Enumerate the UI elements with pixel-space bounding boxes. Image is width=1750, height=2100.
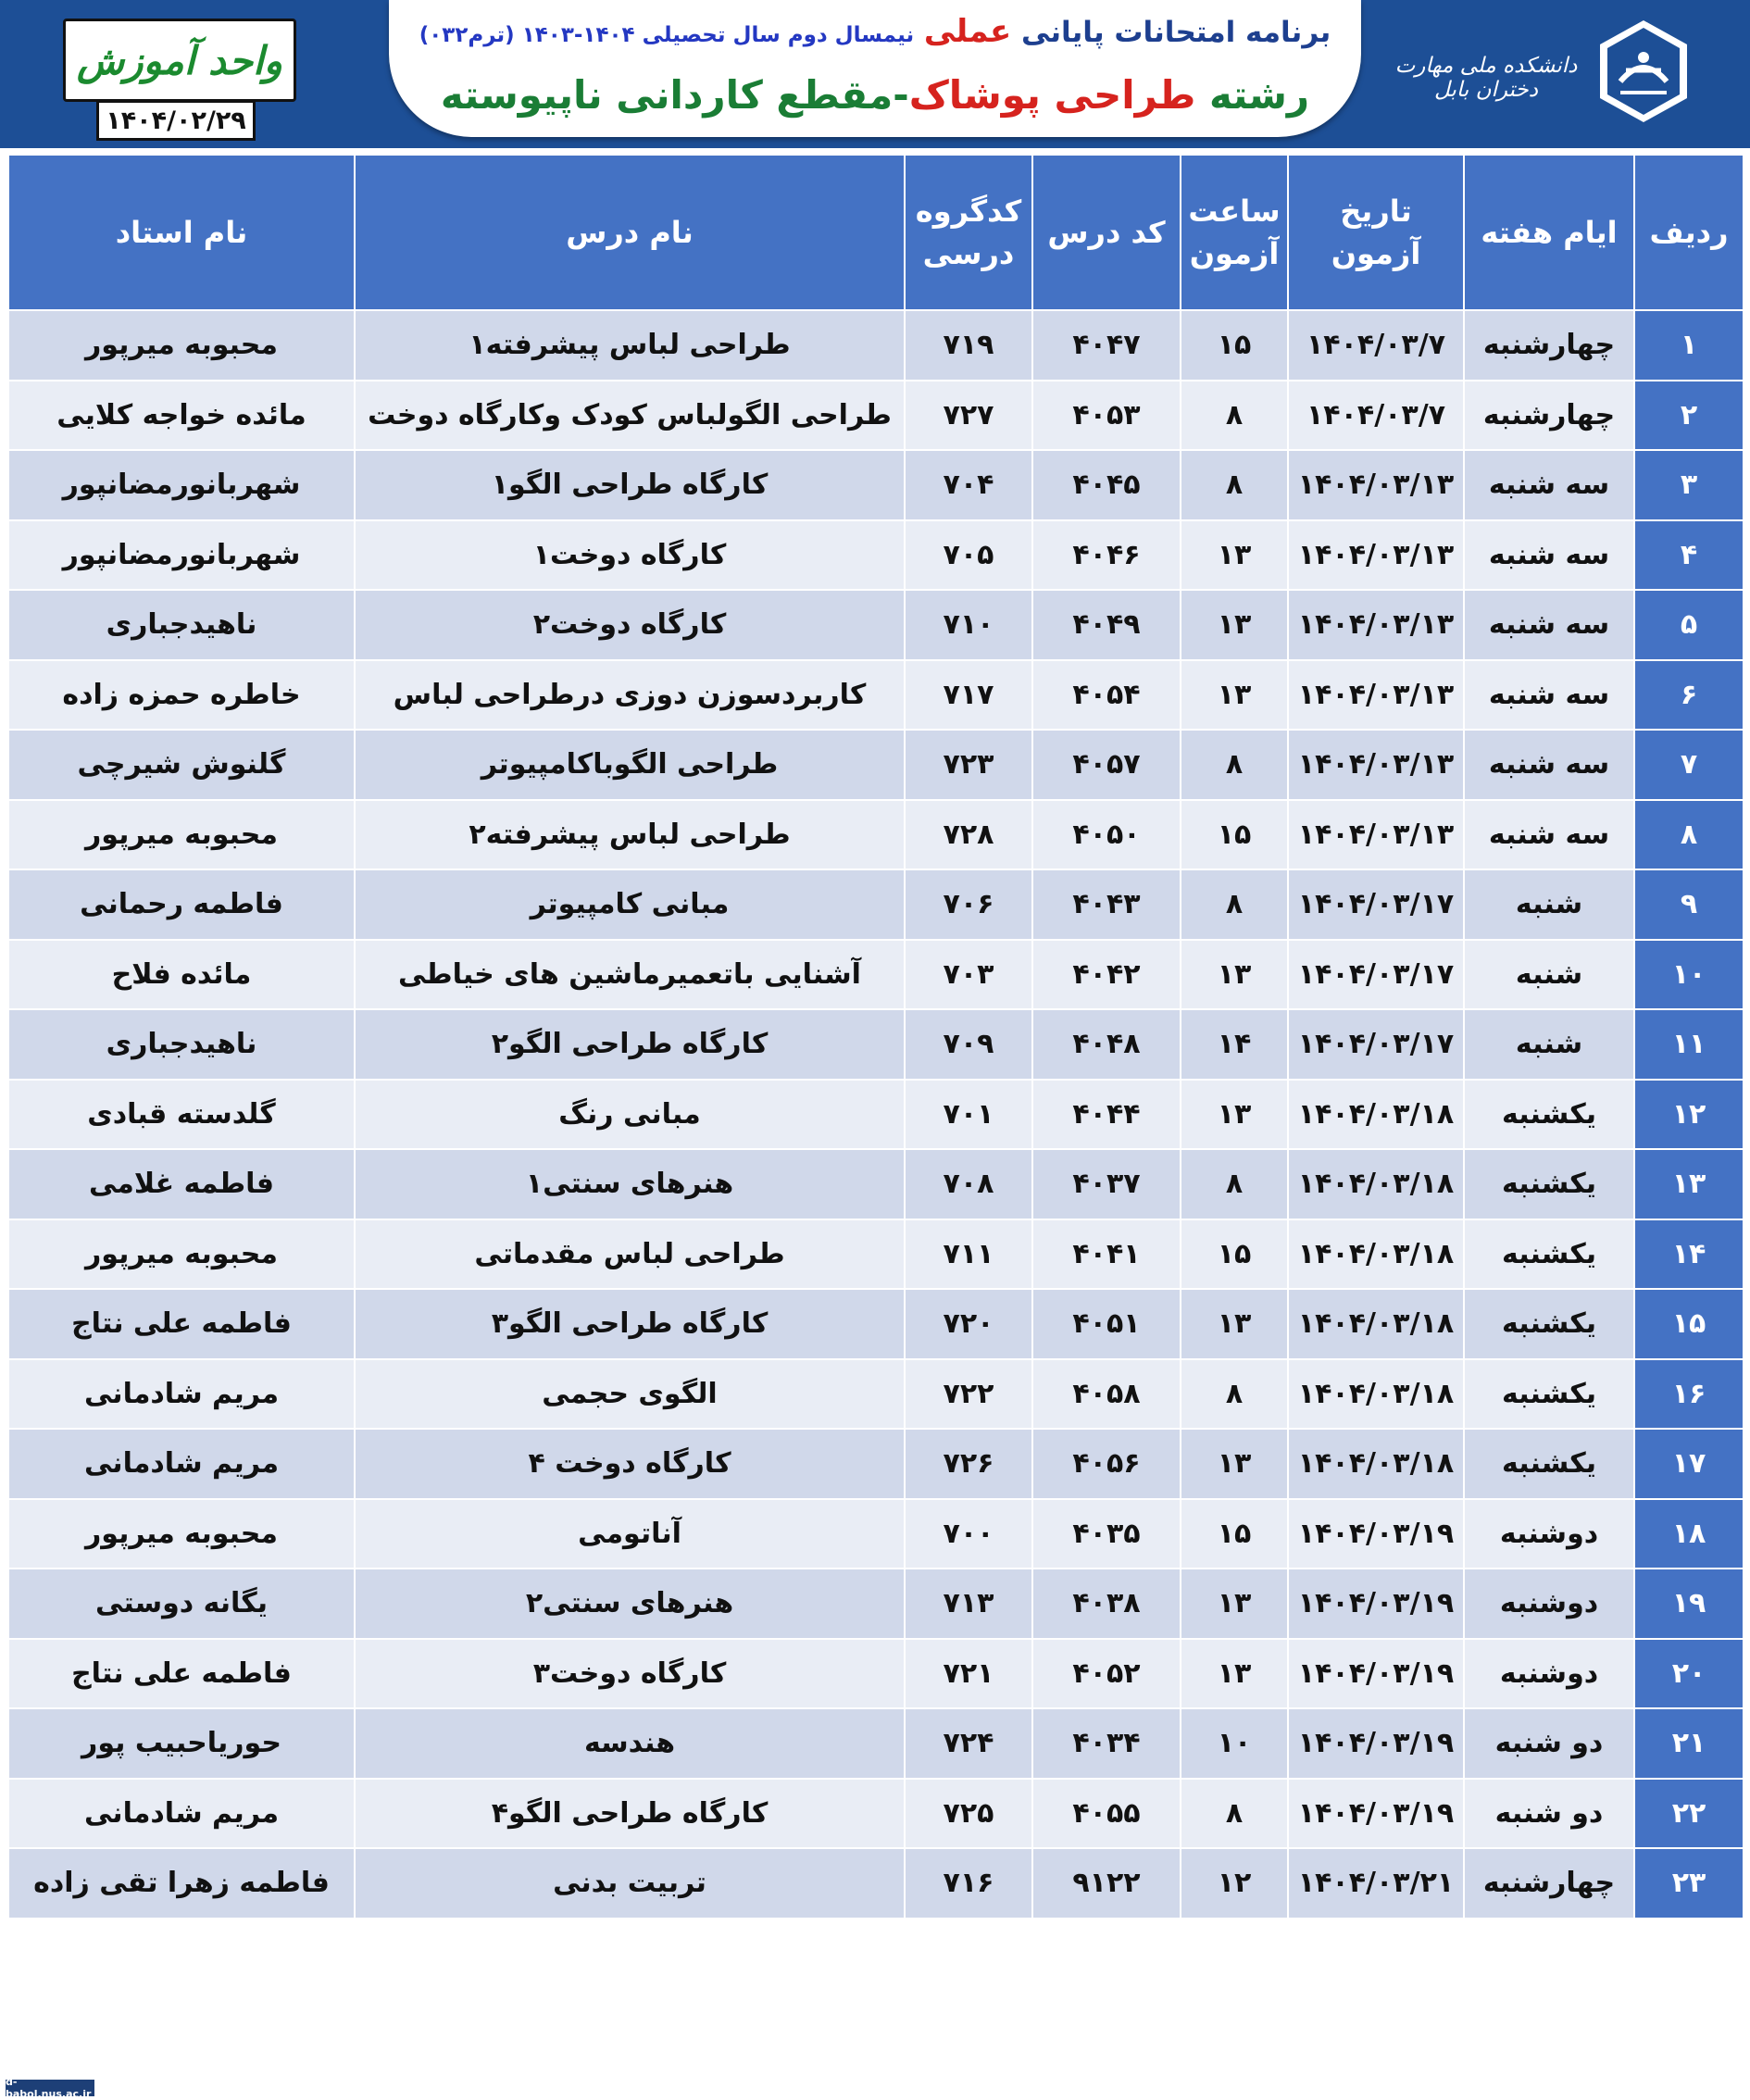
cell-course-code: ۴۰۴۵ xyxy=(1032,450,1181,520)
cell-course-name: تربیت بدنی xyxy=(355,1848,905,1919)
cell-course-name: طراحی لباس پیشرفته۱ xyxy=(355,310,905,381)
cell-row-number: ۱۵ xyxy=(1634,1289,1744,1359)
table-body xyxy=(8,310,1744,1919)
cell-course-code: ۴۰۵۵ xyxy=(1032,1779,1181,1849)
cell-weekday: یکشنبه xyxy=(1464,1429,1634,1499)
cell-exam-hour: ۱۳ xyxy=(1181,660,1288,731)
cell-instructor-name: ناهیدجباری xyxy=(8,590,355,660)
cell-course-code: ۴۰۳۸ xyxy=(1032,1569,1181,1639)
table-row xyxy=(8,590,1744,660)
cell-course-name: آشنایی باتعمیرماشین های خیاطی xyxy=(355,940,905,1010)
cell-instructor-name: فاطمه علی نتاج xyxy=(8,1289,355,1359)
cell-row-number: ۲ xyxy=(1634,381,1744,451)
cell-exam-hour: ۱۴ xyxy=(1181,1009,1288,1080)
cell-course-name: طراحی لباس پیشرفته۲ xyxy=(355,800,905,870)
exam-schedule-table-wrap xyxy=(7,154,1743,1919)
cell-weekday: دوشنبه xyxy=(1464,1639,1634,1709)
table-row xyxy=(8,1708,1744,1779)
table-row xyxy=(8,1009,1744,1080)
cell-instructor-name: مائده خواجه کلایی xyxy=(8,381,355,451)
cell-instructor-name: فاطمه زهرا تقی زاده xyxy=(8,1848,355,1919)
cell-exam-hour: ۸ xyxy=(1181,450,1288,520)
cell-group-code: ۷۰۴ xyxy=(905,450,1032,520)
cell-exam-hour: ۱۳ xyxy=(1181,1080,1288,1150)
cell-course-name: طراحی لباس مقدماتی xyxy=(355,1219,905,1290)
cell-exam-date: ۱۴۰۴/۰۳/۷ xyxy=(1288,310,1464,381)
column-header-course-code: کد درس xyxy=(1032,155,1181,310)
cell-row-number: ۸ xyxy=(1634,800,1744,870)
cell-exam-hour: ۱۳ xyxy=(1181,940,1288,1010)
cell-course-code: ۴۰۴۴ xyxy=(1032,1080,1181,1150)
cell-instructor-name: ناهیدجباری xyxy=(8,1009,355,1080)
cell-exam-hour: ۱۳ xyxy=(1181,1289,1288,1359)
cell-group-code: ۷۰۶ xyxy=(905,869,1032,940)
cell-group-code: ۷۱۰ xyxy=(905,590,1032,660)
cell-row-number: ۶ xyxy=(1634,660,1744,731)
cell-exam-hour: ۱۳ xyxy=(1181,1639,1288,1709)
cell-instructor-name: حوریاحبیب پور xyxy=(8,1708,355,1779)
cell-exam-date: ۱۴۰۴/۰۳/۱۸ xyxy=(1288,1429,1464,1499)
column-header-exam-date: تاریخ آزمون xyxy=(1288,155,1464,310)
cell-course-code: ۴۰۳۴ xyxy=(1032,1708,1181,1779)
cell-exam-date: ۱۴۰۴/۰۳/۱۹ xyxy=(1288,1639,1464,1709)
table-row xyxy=(8,1359,1744,1430)
cell-exam-date: ۱۴۰۴/۰۳/۱۹ xyxy=(1288,1779,1464,1849)
table-row xyxy=(8,1848,1744,1919)
cell-exam-hour: ۱۲ xyxy=(1181,1848,1288,1919)
subtitle-level: -مقطع کاردانی ناپیوسته xyxy=(440,72,909,118)
cell-course-name: هندسه xyxy=(355,1708,905,1779)
cell-exam-hour: ۱۳ xyxy=(1181,1429,1288,1499)
cell-row-number: ۱۹ xyxy=(1634,1569,1744,1639)
cell-course-name: هنرهای سنتی۱ xyxy=(355,1149,905,1219)
page-title xyxy=(389,13,1361,50)
cell-course-code: ۴۰۴۱ xyxy=(1032,1219,1181,1290)
cell-exam-date: ۱۴۰۴/۰۳/۱۳ xyxy=(1288,450,1464,520)
title-accent: عملی xyxy=(923,13,1012,50)
cell-exam-hour: ۱۰ xyxy=(1181,1708,1288,1779)
page-subtitle xyxy=(389,72,1361,118)
column-header-weekday: ایام هفته xyxy=(1464,155,1634,310)
cell-course-name: کارگاه طراحی الگو۳ xyxy=(355,1289,905,1359)
cell-weekday: چهارشنبه xyxy=(1464,381,1634,451)
cell-course-code: ۴۰۴۹ xyxy=(1032,590,1181,660)
cell-row-number: ۲۳ xyxy=(1634,1848,1744,1919)
unit-label: واحد آموزش xyxy=(63,19,296,102)
table-row xyxy=(8,381,1744,451)
cell-course-name: کارگاه طراحی الگو۱ xyxy=(355,450,905,520)
table-row xyxy=(8,1499,1744,1569)
cell-course-name: کارگاه طراحی الگو۲ xyxy=(355,1009,905,1080)
cell-group-code: ۷۲۳ xyxy=(905,730,1032,800)
cell-row-number: ۱۳ xyxy=(1634,1149,1744,1219)
cell-weekday: یکشنبه xyxy=(1464,1289,1634,1359)
cell-exam-date: ۱۴۰۴/۰۳/۱۳ xyxy=(1288,660,1464,731)
cell-instructor-name: فاطمه علی نتاج xyxy=(8,1639,355,1709)
cell-instructor-name: شهربانورمضانپور xyxy=(8,520,355,591)
cell-row-number: ۵ xyxy=(1634,590,1744,660)
cell-course-name: الگوی حجمی xyxy=(355,1359,905,1430)
cell-row-number: ۲۰ xyxy=(1634,1639,1744,1709)
cell-exam-hour: ۱۵ xyxy=(1181,310,1288,381)
cell-exam-date: ۱۴۰۴/۰۳/۱۷ xyxy=(1288,940,1464,1010)
cell-course-name: کاربردسوزن دوزی درطراحی لباس xyxy=(355,660,905,731)
cell-exam-date: ۱۴۰۴/۰۳/۱۸ xyxy=(1288,1219,1464,1290)
cell-instructor-name: مائده فلاح xyxy=(8,940,355,1010)
title-text: برنامه امتحانات پایانی xyxy=(1021,16,1331,49)
column-header-course-name: نام درس xyxy=(355,155,905,310)
table-header-row xyxy=(8,155,1744,310)
cell-row-number: ۱۸ xyxy=(1634,1499,1744,1569)
table-row xyxy=(8,520,1744,591)
cell-course-code: ۴۰۵۴ xyxy=(1032,660,1181,731)
cell-course-code: ۴۰۵۱ xyxy=(1032,1289,1181,1359)
cell-group-code: ۷۲۲ xyxy=(905,1359,1032,1430)
cell-instructor-name: محبوبه میرپور xyxy=(8,1219,355,1290)
cell-exam-hour: ۱۳ xyxy=(1181,590,1288,660)
cell-course-code: ۴۰۴۳ xyxy=(1032,869,1181,940)
cell-weekday: شنبه xyxy=(1464,869,1634,940)
table-row xyxy=(8,450,1744,520)
column-header-row-number: ردیف xyxy=(1634,155,1744,310)
cell-exam-date: ۱۴۰۴/۰۳/۷ xyxy=(1288,381,1464,451)
cell-course-name: هنرهای سنتی۲ xyxy=(355,1569,905,1639)
cell-weekday: سه شنبه xyxy=(1464,730,1634,800)
cell-course-code: ۴۰۵۶ xyxy=(1032,1429,1181,1499)
cell-course-code: ۴۰۴۲ xyxy=(1032,940,1181,1010)
table-row xyxy=(8,1289,1744,1359)
cell-exam-date: ۱۴۰۴/۰۳/۱۸ xyxy=(1288,1080,1464,1150)
table-row xyxy=(8,1219,1744,1290)
cell-exam-date: ۱۴۰۴/۰۳/۱۸ xyxy=(1288,1359,1464,1430)
cell-course-name: کارگاه دوخت۳ xyxy=(355,1639,905,1709)
cell-course-code: ۴۰۴۶ xyxy=(1032,520,1181,591)
cell-course-name: مبانی کامپیوتر xyxy=(355,869,905,940)
cell-group-code: ۷۲۵ xyxy=(905,1779,1032,1849)
cell-instructor-name: گلنوش شیرچی xyxy=(8,730,355,800)
table-row xyxy=(8,869,1744,940)
cell-weekday: سه شنبه xyxy=(1464,450,1634,520)
title-banner xyxy=(389,0,1361,137)
column-header-instructor-name: نام استاد xyxy=(8,155,355,310)
title-term: نیمسال دوم سال تحصیلی ۱۴۰۴-۱۴۰۳ (ترم۰۳۲) xyxy=(419,23,915,47)
table-row xyxy=(8,1429,1744,1499)
cell-weekday: سه شنبه xyxy=(1464,660,1634,731)
cell-group-code: ۷۲۷ xyxy=(905,381,1032,451)
cell-exam-date: ۱۴۰۴/۰۳/۱۸ xyxy=(1288,1149,1464,1219)
cell-row-number: ۴ xyxy=(1634,520,1744,591)
issue-date: ۱۴۰۴/۰۲/۲۹ xyxy=(96,100,256,141)
cell-course-name: کارگاه دوخت ۴ xyxy=(355,1429,905,1499)
cell-course-name: آناتومی xyxy=(355,1499,905,1569)
cell-exam-date: ۱۴۰۴/۰۳/۱۸ xyxy=(1288,1289,1464,1359)
cell-exam-hour: ۸ xyxy=(1181,1779,1288,1849)
cell-row-number: ۲۲ xyxy=(1634,1779,1744,1849)
cell-row-number: ۹ xyxy=(1634,869,1744,940)
cell-instructor-name: محبوبه میرپور xyxy=(8,1499,355,1569)
cell-exam-date: ۱۴۰۴/۰۳/۱۷ xyxy=(1288,1009,1464,1080)
cell-row-number: ۱۲ xyxy=(1634,1080,1744,1150)
cell-course-code: ۴۰۴۸ xyxy=(1032,1009,1181,1080)
cell-exam-date: ۱۴۰۴/۰۳/۱۳ xyxy=(1288,520,1464,591)
cell-instructor-name: محبوبه میرپور xyxy=(8,310,355,381)
cell-group-code: ۷۱۱ xyxy=(905,1219,1032,1290)
site-watermark: d-babol.nus.ac.ir xyxy=(6,2080,94,2096)
cell-weekday: شنبه xyxy=(1464,940,1634,1010)
subtitle-prefix: رشته xyxy=(1208,72,1310,118)
cell-row-number: ۷ xyxy=(1634,730,1744,800)
cell-exam-hour: ۸ xyxy=(1181,730,1288,800)
cell-instructor-name: محبوبه میرپور xyxy=(8,800,355,870)
college-name: دانشکده ملی مهارت دختران بابل xyxy=(1394,54,1578,102)
cell-course-name: طراحی الگولباس کودک وکارگاه دوخت xyxy=(355,381,905,451)
cell-exam-hour: ۱۳ xyxy=(1181,520,1288,591)
cell-group-code: ۷۰۰ xyxy=(905,1499,1032,1569)
cell-exam-hour: ۱۵ xyxy=(1181,1219,1288,1290)
cell-course-code: ۴۰۵۸ xyxy=(1032,1359,1181,1430)
cell-course-code: ۴۰۵۲ xyxy=(1032,1639,1181,1709)
cell-instructor-name: فاطمه غلامی xyxy=(8,1149,355,1219)
cell-weekday: دو شنبه xyxy=(1464,1779,1634,1849)
cell-weekday: سه شنبه xyxy=(1464,590,1634,660)
cell-weekday: شنبه xyxy=(1464,1009,1634,1080)
cell-group-code: ۷۲۰ xyxy=(905,1289,1032,1359)
cell-exam-hour: ۸ xyxy=(1181,869,1288,940)
cell-course-name: کارگاه طراحی الگو۴ xyxy=(355,1779,905,1849)
cell-course-name: طراحی الگوباکامپیوتر xyxy=(355,730,905,800)
cell-instructor-name: گلدسته قبادی xyxy=(8,1080,355,1150)
cell-weekday: یکشنبه xyxy=(1464,1219,1634,1290)
cell-course-code: ۴۰۴۷ xyxy=(1032,310,1181,381)
cell-course-code: ۴۰۳۷ xyxy=(1032,1149,1181,1219)
cell-row-number: ۱۶ xyxy=(1634,1359,1744,1430)
table-row xyxy=(8,1779,1744,1849)
cell-weekday: چهارشنبه xyxy=(1464,310,1634,381)
table-row xyxy=(8,660,1744,731)
table-row xyxy=(8,1569,1744,1639)
cell-course-code: ۴۰۵۰ xyxy=(1032,800,1181,870)
table-row xyxy=(8,800,1744,870)
cell-instructor-name: خاطره حمزه زاده xyxy=(8,660,355,731)
cell-instructor-name: مریم شادمانی xyxy=(8,1779,355,1849)
cell-weekday: سه شنبه xyxy=(1464,520,1634,591)
cell-row-number: ۱۰ xyxy=(1634,940,1744,1010)
cell-weekday: سه شنبه xyxy=(1464,800,1634,870)
cell-weekday: دو شنبه xyxy=(1464,1708,1634,1779)
column-header-group-code: کدگروه درسی xyxy=(905,155,1032,310)
cell-exam-date: ۱۴۰۴/۰۳/۱۹ xyxy=(1288,1708,1464,1779)
cell-course-code: ۴۰۳۵ xyxy=(1032,1499,1181,1569)
cell-row-number: ۳ xyxy=(1634,450,1744,520)
cell-exam-hour: ۱۳ xyxy=(1181,1569,1288,1639)
cell-course-name: کارگاه دوخت۲ xyxy=(355,590,905,660)
cell-course-code: ۴۰۵۷ xyxy=(1032,730,1181,800)
table-row xyxy=(8,1149,1744,1219)
cell-course-name: کارگاه دوخت۱ xyxy=(355,520,905,591)
cell-instructor-name: یگانه دوستی xyxy=(8,1569,355,1639)
cell-exam-date: ۱۴۰۴/۰۳/۱۷ xyxy=(1288,869,1464,940)
table-row xyxy=(8,1639,1744,1709)
cell-weekday: یکشنبه xyxy=(1464,1359,1634,1430)
cell-weekday: یکشنبه xyxy=(1464,1080,1634,1150)
table-row xyxy=(8,1080,1744,1150)
cell-weekday: یکشنبه xyxy=(1464,1149,1634,1219)
cell-group-code: ۷۰۸ xyxy=(905,1149,1032,1219)
table-row xyxy=(8,310,1744,381)
cell-row-number: ۱۱ xyxy=(1634,1009,1744,1080)
cell-group-code: ۷۲۴ xyxy=(905,1708,1032,1779)
cell-group-code: ۷۰۱ xyxy=(905,1080,1032,1150)
cell-exam-date: ۱۴۰۴/۰۳/۱۹ xyxy=(1288,1499,1464,1569)
cell-group-code: ۷۲۱ xyxy=(905,1639,1032,1709)
cell-weekday: دوشنبه xyxy=(1464,1499,1634,1569)
cell-group-code: ۷۱۳ xyxy=(905,1569,1032,1639)
cell-group-code: ۷۰۳ xyxy=(905,940,1032,1010)
cell-instructor-name: مریم شادمانی xyxy=(8,1359,355,1430)
cell-row-number: ۱ xyxy=(1634,310,1744,381)
cell-instructor-name: مریم شادمانی xyxy=(8,1429,355,1499)
cell-exam-hour: ۱۵ xyxy=(1181,1499,1288,1569)
cell-group-code: ۷۱۷ xyxy=(905,660,1032,731)
cell-group-code: ۷۱۶ xyxy=(905,1848,1032,1919)
cell-course-code: ۴۰۵۳ xyxy=(1032,381,1181,451)
cell-exam-date: ۱۴۰۴/۰۳/۲۱ xyxy=(1288,1848,1464,1919)
cell-exam-hour: ۸ xyxy=(1181,1359,1288,1430)
cell-instructor-name: فاطمه رحمانی xyxy=(8,869,355,940)
table-row xyxy=(8,940,1744,1010)
cell-exam-hour: ۸ xyxy=(1181,381,1288,451)
cell-exam-hour: ۱۵ xyxy=(1181,800,1288,870)
cell-exam-date: ۱۴۰۴/۰۳/۱۳ xyxy=(1288,590,1464,660)
subtitle-major: طراحی پوشاک xyxy=(908,72,1196,118)
cell-row-number: ۲۱ xyxy=(1634,1708,1744,1779)
cell-course-name: مبانی رنگ xyxy=(355,1080,905,1150)
column-header-exam-hour: ساعت آزمون xyxy=(1181,155,1288,310)
cell-course-code: ۹۱۲۲ xyxy=(1032,1848,1181,1919)
cell-weekday: دوشنبه xyxy=(1464,1569,1634,1639)
cell-instructor-name: شهربانورمضانپور xyxy=(8,450,355,520)
university-logo-icon xyxy=(1593,17,1694,126)
cell-group-code: ۷۰۹ xyxy=(905,1009,1032,1080)
exam-schedule-table xyxy=(7,154,1744,1919)
table-row xyxy=(8,730,1744,800)
cell-exam-hour: ۸ xyxy=(1181,1149,1288,1219)
cell-group-code: ۷۱۹ xyxy=(905,310,1032,381)
cell-row-number: ۱۴ xyxy=(1634,1219,1744,1290)
cell-group-code: ۷۰۵ xyxy=(905,520,1032,591)
cell-exam-date: ۱۴۰۴/۰۳/۱۳ xyxy=(1288,800,1464,870)
page-header xyxy=(0,0,1750,148)
cell-exam-date: ۱۴۰۴/۰۳/۱۹ xyxy=(1288,1569,1464,1639)
cell-group-code: ۷۲۶ xyxy=(905,1429,1032,1499)
cell-weekday: چهارشنبه xyxy=(1464,1848,1634,1919)
cell-exam-date: ۱۴۰۴/۰۳/۱۳ xyxy=(1288,730,1464,800)
cell-row-number: ۱۷ xyxy=(1634,1429,1744,1499)
cell-group-code: ۷۲۸ xyxy=(905,800,1032,870)
